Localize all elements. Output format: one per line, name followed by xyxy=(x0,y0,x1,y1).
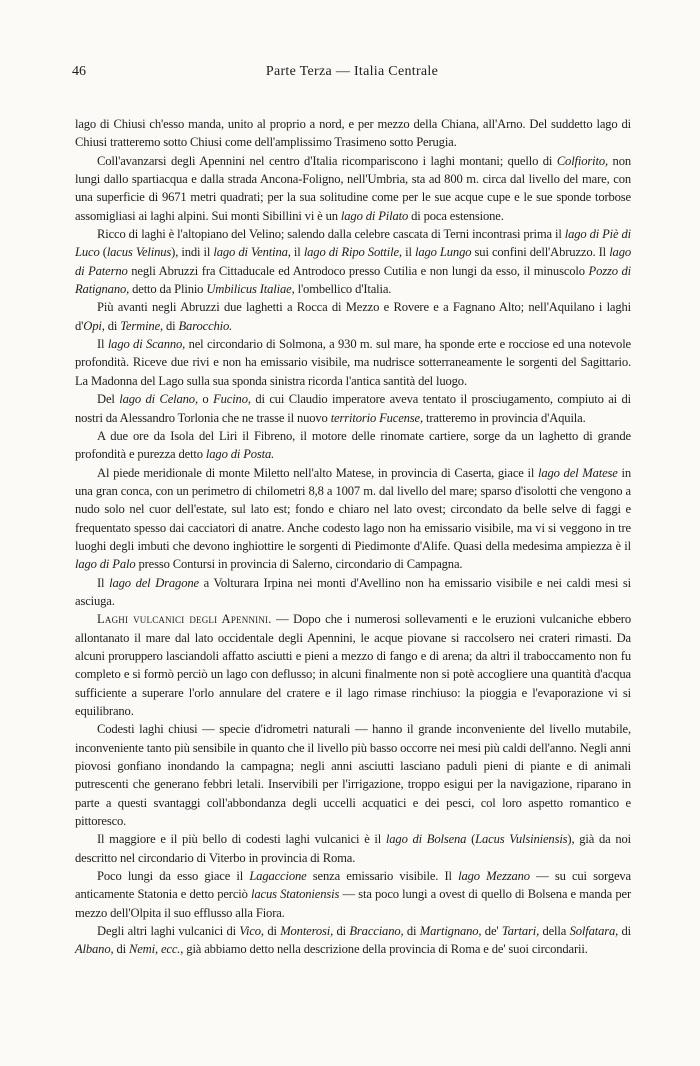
text-run: Il xyxy=(97,337,108,352)
running-title: Parte Terza — Italia Centrale xyxy=(265,64,439,79)
italic-term: Umbilicus Italiae, xyxy=(206,282,295,297)
text-run: di xyxy=(618,924,631,939)
italic-term: lago di Palo xyxy=(75,557,136,572)
paragraph-laghi-montani xyxy=(75,152,631,225)
text-run: di xyxy=(113,942,129,957)
italic-term: lago del Matese xyxy=(537,465,618,480)
italic-term: lago di Posta. xyxy=(205,447,275,462)
italic-term: Martignano, xyxy=(419,924,482,939)
paragraph-velino xyxy=(75,225,631,298)
italic-term: Barocchio. xyxy=(178,318,233,333)
italic-term: Tartari, xyxy=(501,924,540,939)
text-run: senza emissario visibile. Il xyxy=(306,869,459,884)
italic-term: lago Mezzano xyxy=(458,869,530,884)
text-run: de' xyxy=(481,924,502,939)
text-run: di poca estensione. xyxy=(408,208,504,223)
text-run: presso Contursi in provincia di Salerno, circondario di Campagna. xyxy=(135,557,463,572)
paragraph-scanno xyxy=(75,335,631,390)
paragraph-chiusi xyxy=(75,115,631,152)
paragraph-idrometri xyxy=(75,720,631,830)
text-run: Più avanti negli Abruzzi due laghetti a Rocca di Mezzo e Rovere e a Fagnano Alto; nell'Aquilano i laghi d' xyxy=(75,300,631,333)
text-run: già abbiamo detto nella descrizione della provincia di Roma e de' suoi circondarii. xyxy=(183,942,588,957)
italic-term: lago di Pilato xyxy=(340,208,409,223)
section-heading: Laghi vulcanici degli Apennini. xyxy=(97,612,272,627)
text-run: Poco lungi da esso giace il xyxy=(97,869,250,884)
text-run: — Dopo che i numerosi sollevamenti e le eruzioni vulcaniche ebbero allontanato il mare dal lato occidentale degli Apennini, le acque piovane si raccolsero nei crateri rimasti. Da alcuni proruppero lasciandoli affatto asciutti e pieni a mezzo di fango e di arena; da altri il traboccamento non fu completo e si formò perciò un lago con deflusso; in alcuni finalmente non si potè accogliere una quantità d'acqua sufficiente a superare l'orlo annulare del cratere e il lago rimase rinchiuso: la pioggia e l'evaporazione vi si equilibrano. xyxy=(75,612,631,718)
body-text xyxy=(75,115,631,959)
page-number: 46 xyxy=(72,64,86,79)
italic-term: ecc., xyxy=(160,942,184,957)
paragraph-dragone xyxy=(75,574,631,611)
paragraph-bolsena xyxy=(75,830,631,867)
italic-term: territorio Fucense, xyxy=(330,410,423,425)
italic-term: Nemi, xyxy=(128,942,158,957)
text-run: ( xyxy=(466,832,476,847)
italic-term: Lagaccione xyxy=(249,869,307,884)
paragraph-abruzzi xyxy=(75,298,631,335)
italic-term: Opi, xyxy=(83,318,105,333)
text-run: o xyxy=(197,392,214,407)
italic-term: Bracciano, xyxy=(349,924,404,939)
text-run: non lungi dallo spartiacqua e dalla strada Ancona-Foligno, nell'Umbria, sta ad 800 m. circa dal livello del mare, con una superficie di 9671 metri quadrati; per la sua solitudine come per le sue acque cupe e le sue sponde torbose assomigliasi ai laghi alpini. Sui monti Sibillini vi è un xyxy=(75,153,631,223)
italic-term: lago del Dragone xyxy=(109,575,199,590)
italic-term: lago di Ventina, xyxy=(213,245,291,260)
text-run: Del xyxy=(97,392,120,407)
italic-term: Termine, xyxy=(120,318,164,333)
italic-term: Colfiorito, xyxy=(556,153,608,168)
text-run: Al piede meridionale di monte Miletto nell'alto Matese, in provincia di Caserta, giace il xyxy=(97,465,538,480)
text-run: di xyxy=(403,924,420,939)
text-run: di xyxy=(263,924,281,939)
text-run: di xyxy=(333,924,350,939)
text-run: il xyxy=(401,245,415,260)
italic-term: lago di Piè di Luco xyxy=(75,227,632,260)
italic-term: Vico, xyxy=(239,924,264,939)
text-run: Ricco di laghi è l'altopiano del Velino; salendo dalla celebre cascata di Terni incontrasi prima il xyxy=(97,227,565,242)
text-run: — sta poco lungi a ovest di quello di Bolsena e manda per mezzo dell'Olpita il suo efflusso alla Fiora. xyxy=(75,887,631,920)
italic-term: lago di Paterno xyxy=(75,245,631,278)
text-run: Codesti laghi chiusi — specie d'idrometri naturali — hanno il grande inconveniente del livello mutabile, inconveniente tanto più sensibile in quanto che il livello più basso occorre nei mesi più caldi dell'anno. Negli anni piovosi gonfiano inondando la campagna; negli anni asciutti lasciano paduli pieni di piante e di animali putrescenti che generano febbri letali. Inservibili per l'irrigazione, troppo esigui per la navigazione, riparano in parte a questi svantaggi coll'abbondanza degli uccelli acquatici e dei pesci, col loro aspetto romantico e pittoresco. xyxy=(75,722,631,829)
text-run: il xyxy=(290,245,304,260)
text-run: lago di Chiusi ch'esso manda, unito al proprio a nord, e per mezzo della Chiana, all'Arno. Del suddetto lago di Chiusi tratteremo sotto Chiusi come dell'amplissimo Trasimeno sotto Perugia. xyxy=(75,117,631,150)
italic-term: Pozzo di Ratignano, xyxy=(75,263,631,297)
text-run: di cui Claudio imperatore aveva tentato il prosciugamento, compiuto ai di nostri da Alessandro Torlonia che ne trasse il nuovo xyxy=(75,392,631,425)
italic-term: Solfatara, xyxy=(569,924,619,939)
text-run: della xyxy=(539,924,570,939)
italic-term: lacus Statoniensis xyxy=(251,887,340,902)
paragraph-lagaccione xyxy=(75,867,631,922)
paragraph-posta xyxy=(75,427,631,464)
italic-term: Fucino, xyxy=(213,392,251,407)
paragraph-altri-laghi xyxy=(75,922,631,959)
text-run: ), già da noi descritto nel circondario di Viterbo in provincia di Roma. xyxy=(75,832,631,865)
text-run: ), indi il xyxy=(171,245,214,260)
text-run: di xyxy=(104,318,121,333)
running-head xyxy=(72,62,632,82)
text-run: Coll'avanzarsi degli Apennini nel centro d'Italia ricompariscono i laghi montani; quello di xyxy=(97,153,557,168)
italic-term: lago Lungo xyxy=(414,245,472,260)
paragraph-celano xyxy=(75,390,631,427)
text-run: l'ombellico d'Italia. xyxy=(294,282,392,297)
text-run: — su cui sorgeva anticamente Statonia e detto perciò xyxy=(75,869,631,902)
text-run: negli Abruzzi fra Cittaducale ed Antrodoco presso Cutilia e non lungi da esso, il minuscolo xyxy=(127,263,589,278)
italic-term: Monterosi, xyxy=(280,924,334,939)
text-run: A due ore da Isola del Liri il Fibreno, il motore delle rinomate cartiere, sorge da un laghetto di grande profondità e purezza detto xyxy=(75,428,631,462)
italic-term: Lacus Vulsiniensis xyxy=(475,832,568,847)
text-run: Il maggiore e il più bello di codesti laghi vulcanici è il xyxy=(97,832,386,847)
text-run: ( xyxy=(99,245,107,260)
text-run: di xyxy=(163,318,179,333)
italic-term: lago di Celano, xyxy=(119,392,198,407)
text-run: nel circondario di Solmona, a 930 m. sul mare, ha sponde erte e rocciose ed una notevole profondità. Riceve due rivi e non ha emissario visibile, ma nudrisce sotterraneamente le sorgenti del Sagittario. La Madonna del Lago sulla sua sponda sinistra ricorda l'antica santità del luogo. xyxy=(75,337,631,388)
italic-term: lacus Velinus xyxy=(106,245,172,260)
text-run: detto da Plinio xyxy=(129,282,207,297)
text-run: tratteremo in provincia d'Aquila. xyxy=(423,410,586,425)
paragraph-matese xyxy=(75,464,631,574)
text-run: a Volturara Irpina nei monti d'Avellino non ha emissario visibile e nei caldi mesi si asciuga. xyxy=(75,575,631,608)
italic-term: lago di Scanno, xyxy=(107,337,186,352)
text-run: in una gran conca, con un perimetro di chilometri 8,8 a 1007 m. dal livello del mare; sparso d'isolotti che vengono a nudo solo nel cuor dell'estate, sul lato est; fondo e chiaro nel lato ovest; circondato da belle selve di faggi e frequentato spesso dai cacciatori di anatre. Anche codesto lago non ha emissario visibile, ma vi si veggono in tre luoghi degli imbuti che devono inghiottire le sorgenti di Piedimonte d'Alife. Quasi della medesima ampiezza è il xyxy=(75,465,632,553)
text-run: Degli altri laghi vulcanici di xyxy=(97,924,240,939)
italic-term: Albano, xyxy=(75,942,114,957)
italic-term: lago di Ripo Sottile, xyxy=(303,245,402,260)
text-run: Il xyxy=(97,575,110,590)
italic-term: lago di Bolsena xyxy=(385,832,467,847)
paragraph-laghi-vulcanici xyxy=(75,610,631,720)
text-run: sui confini dell'Abruzzo. Il xyxy=(471,245,610,260)
